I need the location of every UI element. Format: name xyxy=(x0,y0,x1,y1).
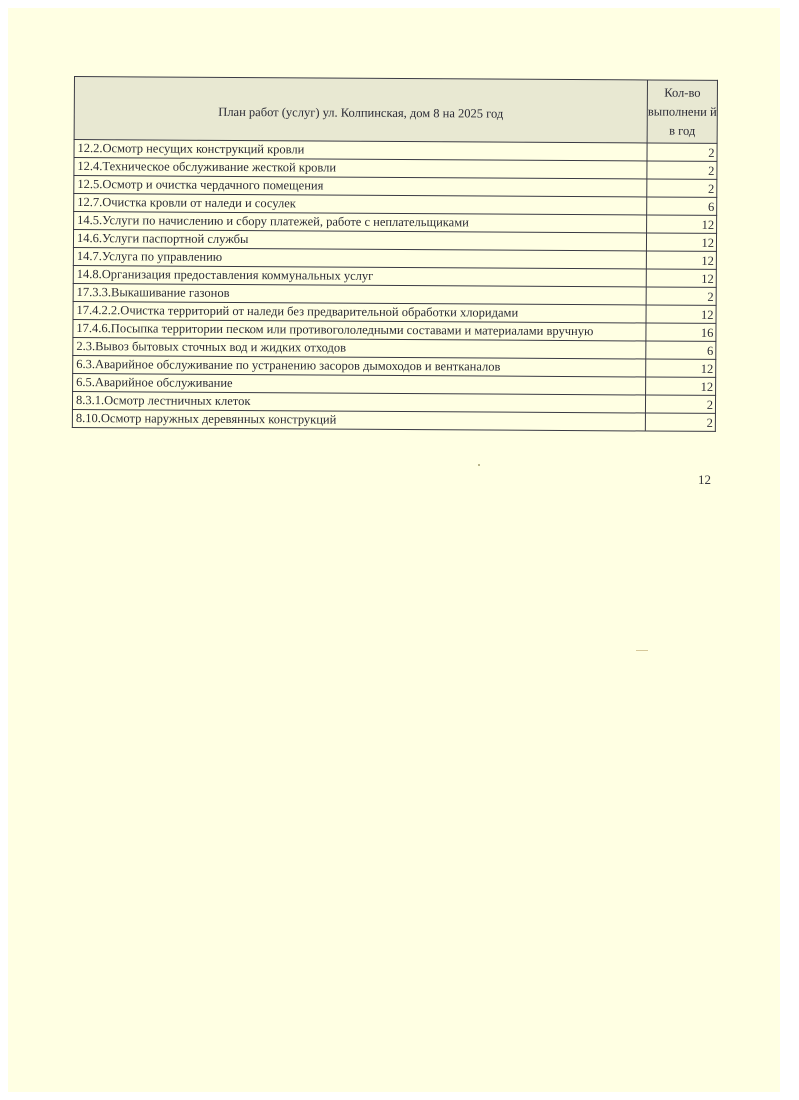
work-count-cell: 12 xyxy=(647,215,717,233)
work-count-cell: 12 xyxy=(646,359,716,377)
table-header-row xyxy=(74,77,717,144)
work-name-cell: 17.3.3.Выкашивание газонов xyxy=(73,283,646,304)
work-name-cell: 12.7.Очистка кровли от наледи и сосулек xyxy=(74,194,647,215)
work-count-cell: 6 xyxy=(646,341,716,359)
work-count-cell: 2 xyxy=(646,287,716,305)
work-count-cell: 6 xyxy=(647,197,717,215)
work-name-cell: 14.8.Организация предоставления коммунальных услуг xyxy=(73,265,646,286)
work-plan-table xyxy=(72,76,718,432)
work-name-cell: 12.5.Осмотр и очистка чердачного помещения xyxy=(74,176,647,197)
work-count-cell: 16 xyxy=(646,323,716,341)
work-name-cell: 17.4.6.Посыпка территории песком или противогололедными составами и материалами вручную xyxy=(73,319,646,340)
work-name-cell: 14.7.Услуга по управлению xyxy=(73,247,646,268)
work-count-cell: 2 xyxy=(645,395,715,413)
table-title: План работ (услуг) ул. Колпинская, дом 8 на 2025 год xyxy=(74,77,647,143)
document-page xyxy=(8,8,780,1092)
work-count-cell: 12 xyxy=(646,305,716,323)
work-count-cell: 2 xyxy=(647,143,717,161)
work-count-cell: 12 xyxy=(646,377,716,395)
scan-speck xyxy=(636,650,648,651)
work-count-cell: 2 xyxy=(647,161,717,179)
work-name-cell: 6.3.Аварийное обслуживание по устранению засоров дымоходов и вентканалов xyxy=(73,355,646,376)
page-number: 12 xyxy=(698,472,711,487)
table-row xyxy=(72,409,715,431)
work-name-cell: 8.3.1.Осмотр лестничных клеток xyxy=(72,391,645,412)
work-name-cell: 6.5.Аварийное обслуживание xyxy=(73,373,646,394)
work-name-cell: 2.3.Вывоз бытовых сточных вод и жидких отходов xyxy=(73,337,646,358)
work-count-cell: 2 xyxy=(647,179,717,197)
work-name-cell: 8.10.Осмотр наружных деревянных конструкций xyxy=(72,409,645,430)
work-count-cell: 12 xyxy=(646,251,716,269)
work-name-cell: 12.4.Техническое обслуживание жесткой кровли xyxy=(74,158,647,179)
scan-speck xyxy=(478,464,480,466)
work-count-cell: 12 xyxy=(646,269,716,287)
work-name-cell: 14.5.Услуги по начислению и сбору платежей, работе с неплательщиками xyxy=(74,212,647,233)
work-count-cell: 12 xyxy=(646,233,716,251)
work-name-cell: 17.4.2.2.Очистка территорий от наледи без предварительной обработки хлоридами xyxy=(73,301,646,322)
count-column-header: Кол-во выполнени й в год xyxy=(647,80,717,143)
work-count-cell: 2 xyxy=(645,413,715,431)
work-name-cell: 12.2.Осмотр несущих конструкций кровли xyxy=(74,140,647,161)
work-name-cell: 14.6.Услуги паспортной службы xyxy=(73,230,646,251)
